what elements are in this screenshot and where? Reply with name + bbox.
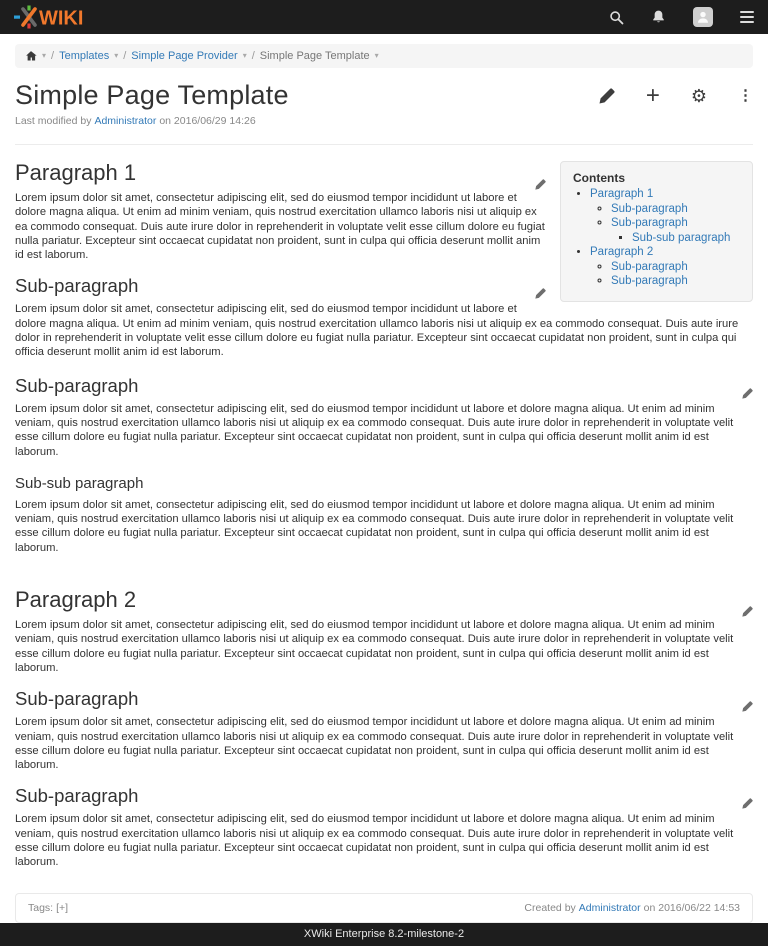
menu-hamburger-icon[interactable] bbox=[740, 11, 754, 23]
home-icon[interactable] bbox=[25, 50, 37, 62]
section-heading: Paragraph 2 bbox=[15, 587, 753, 613]
toc-link-sub-paragraph[interactable]: Sub-paragraph bbox=[611, 217, 688, 229]
section-sub-paragraph-3 bbox=[15, 688, 753, 772]
top-navbar bbox=[0, 0, 768, 34]
xwiki-logo-icon bbox=[14, 5, 104, 29]
section-heading: Sub-paragraph bbox=[15, 275, 753, 297]
section-text: Lorem ipsum dolor sit amet, consectetur adipiscing elit, sed do eiusmod tempor incididunt ut labore et dolore magna aliqua. Ut enim ad minim veniam, quis nostrud exercitation ullamco laboris nisi ut aliquip ex ea commodo consequat. Duis aute irure dolor in reprehenderit in voluptate velit esse cillum dolore eu fugiat nulla pariatur. Excepteur sint occaecat cupidatat non proident, sunt in culpa qui officia deserunt mollit anim id est laborum. bbox=[15, 619, 734, 674]
modified-user-link[interactable]: Administrator bbox=[94, 115, 157, 127]
edit-section-icon[interactable] bbox=[535, 282, 546, 304]
current-caret-icon[interactable]: ▾ bbox=[374, 51, 379, 60]
toc-item bbox=[611, 274, 744, 289]
breadcrumb-current-page: Simple Page Template bbox=[259, 50, 370, 62]
toc-item bbox=[590, 187, 744, 245]
modified-suffix: on 2016/06/29 14:26 bbox=[159, 115, 256, 127]
person-icon bbox=[696, 10, 710, 24]
toc-link-sub-paragraph[interactable]: Sub-paragraph bbox=[611, 202, 688, 215]
toc-item bbox=[590, 245, 744, 289]
section-text: Lorem ipsum dolor sit amet, consectetur adipiscing elit, sed do eiusmod tempor incididunt ut labore et dolore magna aliqua. Ut enim ad minim veniam, quis nostrud exercitation ullamco laboris nisi ut aliquip ex ea commodo consequat. Duis aute irure dolor in reprehenderit in voluptate velit esse cillum dolore eu fugiat nulla pariatur. Excepteur sint occaecat cupidatat non proident, sunt in culpa qui officia deserunt mollit anim id est laborum. bbox=[15, 498, 734, 554]
templates-caret-icon[interactable]: ▾ bbox=[114, 51, 119, 60]
breadcrumb-separator: / bbox=[123, 50, 127, 62]
edit-section-icon[interactable] bbox=[535, 170, 546, 196]
section-heading: Sub-sub paragraph bbox=[15, 474, 144, 492]
section-heading: Sub-paragraph bbox=[15, 785, 753, 807]
user-avatar[interactable] bbox=[693, 7, 713, 27]
toc-title: Contents bbox=[573, 171, 625, 185]
edit-page-icon[interactable] bbox=[599, 88, 615, 104]
section-text: Lorem ipsum dolor sit amet, consectetur adipiscing elit, sed do eiusmod tempor incididunt ut labore et dolore magna aliqua. Ut enim ad minim veniam, quis nostrud exercitation ullamco laboris nisi ut aliquip ex ea commodo consequat. Duis aute irure dolor in reprehenderit in voluptate velit esse cillum dolore eu fugiat nulla pariatur. Excepteur sint occaecat cupidatat non proident, sunt in culpa qui officia deserunt mollit anim id est laborum. bbox=[15, 192, 545, 262]
document-header bbox=[0, 68, 768, 145]
toc-link-paragraph-1[interactable]: Paragraph 1 bbox=[590, 188, 654, 200]
add-page-icon[interactable]: + bbox=[645, 82, 660, 109]
section-text: Lorem ipsum dolor sit amet, consectetur adipiscing elit, sed do eiusmod tempor incididunt ut labore et dolore magna aliqua. Ut enim ad minim veniam, quis nostrud exercitation ullamco laboris nisi ut aliquip ex ea commodo consequat. Duis aute irure dolor in reprehenderit in voluptate velit esse cillum dolore eu fugiat nulla pariatur. Excepteur sint occaecat cupidatat non proident, sunt in culpa qui officia deserunt mollit anim id est laborum. bbox=[15, 813, 734, 869]
toc-link-sub-sub-paragraph[interactable]: Sub-sub paragraph bbox=[632, 231, 731, 244]
version-text: XWiki Enterprise 8.2-milestone-2 bbox=[303, 927, 465, 940]
section-text: Lorem ipsum dolor sit amet, consectetur adipiscing elit, sed do eiusmod tempor incididunt ut labore et dolore magna aliqua. Ut enim ad minim veniam, quis nostrud exercitation ullamco laboris nisi ut aliquip ex ea commodo consequat. Duis aute irure dolor in reprehenderit in voluptate velit esse cillum dolore eu fugiat nulla pariatur. Excepteur sint occaecat cupidatat non proident, sunt in culpa qui officia deserunt mollit anim id est laborum. bbox=[15, 402, 734, 458]
toc-item bbox=[611, 216, 744, 245]
breadcrumb-templates[interactable]: Templates bbox=[59, 50, 110, 62]
table-of-contents-panel bbox=[560, 161, 753, 302]
edit-section-icon[interactable] bbox=[742, 695, 753, 717]
edit-section-icon[interactable] bbox=[742, 597, 753, 623]
toc-item bbox=[632, 231, 744, 246]
breadcrumb-simple-page-provider[interactable]: Simple Page Provider bbox=[131, 50, 238, 62]
breadcrumb-separator: / bbox=[251, 50, 255, 62]
section-sub-paragraph-4 bbox=[15, 785, 753, 869]
edit-section-icon[interactable] bbox=[742, 792, 753, 814]
toc-link-paragraph-2[interactable]: Paragraph 2 bbox=[590, 246, 654, 258]
toc-item bbox=[611, 202, 744, 217]
toc-link-sub-paragraph[interactable]: Sub-paragraph bbox=[611, 260, 688, 273]
modified-prefix: Last modified by bbox=[15, 115, 92, 127]
section-sub-paragraph-2 bbox=[15, 375, 753, 459]
tags-label: Tags: bbox=[28, 901, 54, 914]
section-heading: Sub-paragraph bbox=[15, 375, 753, 397]
page-title: Simple Page Template bbox=[15, 80, 289, 110]
section-sub-sub-paragraph bbox=[15, 475, 753, 555]
tags-area bbox=[28, 902, 68, 914]
toc-link-sub-paragraph[interactable]: Sub-paragraph bbox=[611, 275, 688, 287]
breadcrumb-separator: / bbox=[51, 50, 55, 62]
home-caret-icon[interactable]: ▾ bbox=[42, 51, 47, 60]
last-modified-line bbox=[15, 115, 753, 127]
settings-gear-icon[interactable]: ⚙ bbox=[690, 86, 707, 106]
created-user-link[interactable]: Administrator bbox=[578, 901, 641, 914]
section-heading: Sub-paragraph bbox=[15, 688, 753, 710]
xwiki-logo[interactable] bbox=[14, 5, 104, 29]
more-options-kebab-icon[interactable]: ⋮ bbox=[738, 87, 753, 104]
section-text: Lorem ipsum dolor sit amet, consectetur adipiscing elit, sed do eiusmod tempor incididunt ut labore et dolore magna aliqua. Ut enim ad minim veniam, quis nostrud exercitation ullamco laboris nisi ut aliquip ex ea commodo consequat. Duis aute irure dolor in reprehenderit in voluptate velit esse cillum dolore eu fugiat nulla pariatur. Excepteur sint occaecat cupidatat non proident, sunt in culpa qui officia deserunt mollit anim id est laborum. bbox=[15, 303, 739, 359]
navbar-icon-group bbox=[609, 7, 754, 27]
version-footer-bar bbox=[0, 923, 768, 946]
document-content bbox=[0, 145, 768, 876]
section-heading: Paragraph 1 bbox=[15, 160, 753, 186]
section-text: Lorem ipsum dolor sit amet, consectetur adipiscing elit, sed do eiusmod tempor incididunt ut labore et dolore magna aliqua. Ut enim ad minim veniam, quis nostrud exercitation ullamco laboris nisi ut aliquip ex ea commodo consequat. Duis aute irure dolor in reprehenderit in voluptate velit esse cillum dolore eu fugiat nulla pariatur. Excepteur sint occaecat cupidatat non proident, sunt in culpa qui officia deserunt mollit anim id est laborum. bbox=[15, 716, 734, 772]
page-actions bbox=[599, 68, 753, 109]
provider-caret-icon[interactable]: ▾ bbox=[242, 51, 247, 60]
notifications-bell-icon[interactable] bbox=[651, 9, 666, 25]
svg-text:WIKI: WIKI bbox=[39, 7, 84, 29]
section-paragraph-2 bbox=[15, 587, 753, 675]
search-icon[interactable] bbox=[609, 10, 624, 25]
add-tag-button[interactable]: [+] bbox=[56, 901, 69, 914]
document-footer bbox=[15, 893, 753, 923]
created-prefix: Created by bbox=[524, 901, 576, 914]
created-suffix: on 2016/06/22 14:53 bbox=[643, 901, 740, 914]
toc-item bbox=[611, 260, 744, 275]
created-by-line bbox=[524, 902, 740, 914]
breadcrumb bbox=[15, 44, 753, 68]
edit-section-icon[interactable] bbox=[742, 382, 753, 404]
